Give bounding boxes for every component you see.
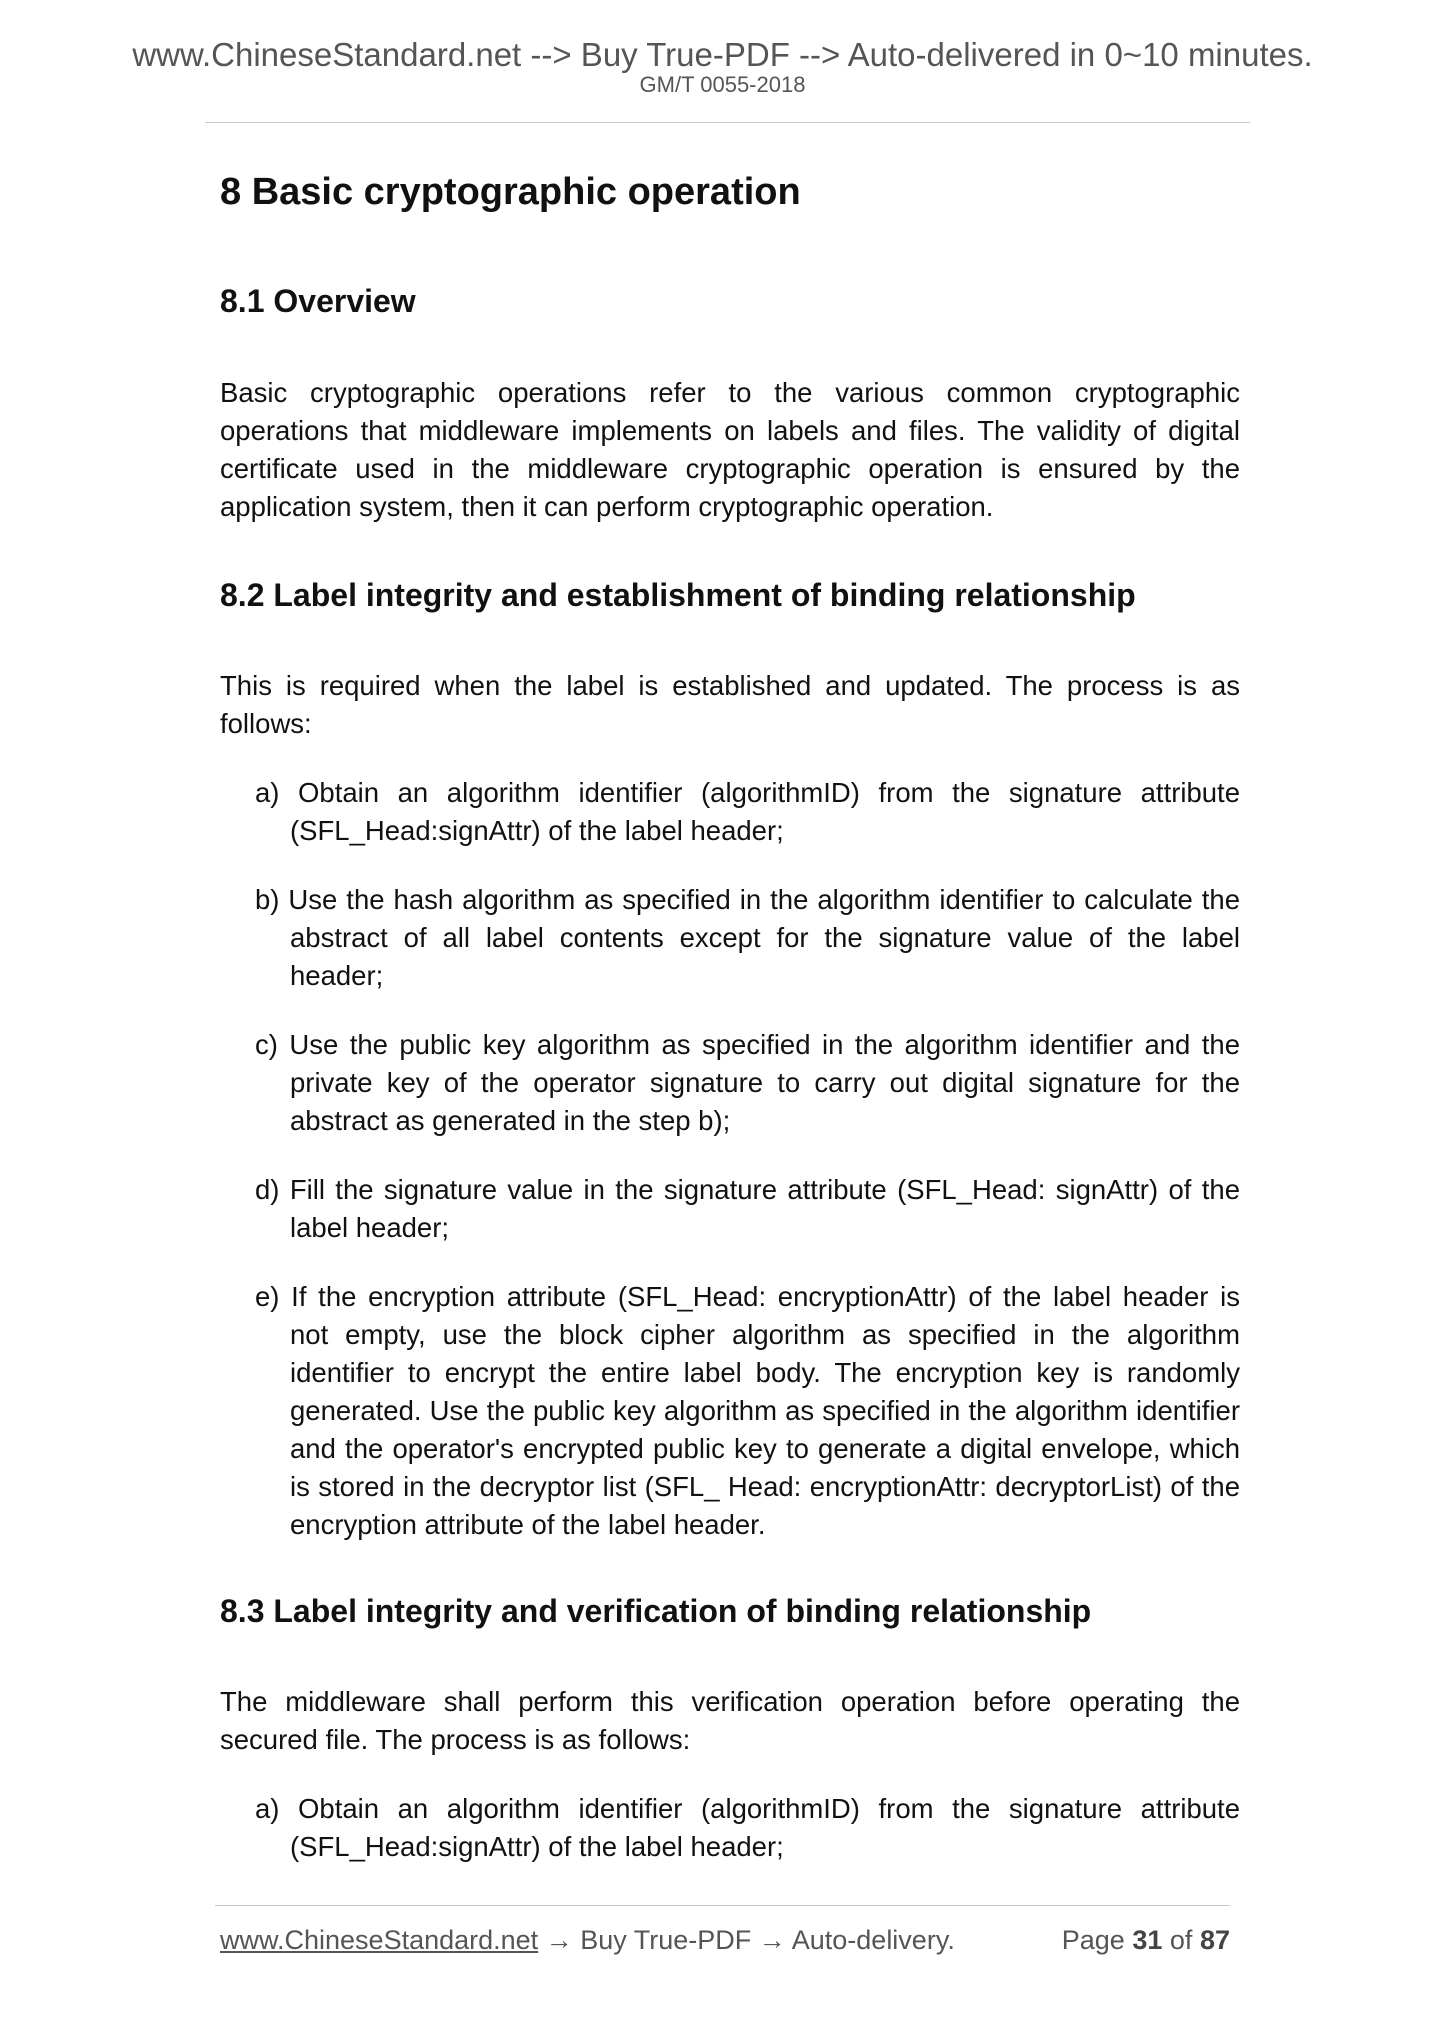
page-indicator (1062, 1924, 1230, 1956)
section-8-2-item-b: b) Use the hash algorithm as specified in the algorithm identifier to calculate the abstract of all label contents except for the signature value of the label header; (255, 884, 1240, 991)
section-8-2-item-c: c) Use the public key algorithm as specified in the algorithm identifier and the private key of the operator signature to carry out digital signature for the abstract as generated in the step b); (255, 1029, 1240, 1136)
section-8-1-paragraph: Basic cryptographic operations refer to the various common cryptographic operations that middleware implements on labels and files. The validity of digital certificate used in the middleware cryptographic operation is ensured by the application system, then it can perform cryptographic operation. (220, 377, 1240, 522)
footer-site-link[interactable]: www.ChineseStandard.net (220, 1925, 539, 1955)
top-banner: www.ChineseStandard.net --> Buy True-PDF --> Auto-delivered in 0~10 minutes. (132, 36, 1313, 73)
current-page-number: 31 (1132, 1925, 1163, 1955)
section-8-2-intro: This is required when the label is established and updated. The process is as follows: (220, 670, 1240, 739)
section-8-heading: 8 Basic cryptographic operation (220, 171, 801, 213)
of-label: of (1169, 1925, 1193, 1955)
section-8-1-heading: 8.1 Overview (220, 283, 416, 319)
document-code: GM/T 0055-2018 (639, 72, 806, 97)
section-8-3-item-a: a) Obtain an algorithm identifier (algorithmID) from the signature attribute (SFL_Head:signAttr) of the label header; (255, 1793, 1240, 1862)
section-8-2-item-d: d) Fill the signature value in the signature attribute (SFL_Head: signAttr) of the label header; (255, 1174, 1240, 1243)
section-8-2-item-e: e) If the encryption attribute (SFL_Head: encryptionAttr) of the label header is not empty, use the block cipher algorithm as specified in the algorithm identifier to encrypt the entire label body. The encryption key is randomly generated. Use the public key algorithm as specified in the algorithm identifier and the operator's encrypted public key to generate a digital envelope, which is stored in the decryptor list (SFL_ Head: encryptionAttr: decryptorList) of the encryption attribute of the label header. (255, 1281, 1240, 1540)
footer-divider (215, 1905, 1230, 1906)
section-8-3-intro: The middleware shall perform this verification operation before operating the secured file. The process is as follows: (220, 1686, 1240, 1755)
header-divider (205, 122, 1250, 123)
page-label: Page (1061, 1925, 1125, 1955)
section-8-3-heading: 8.3 Label integrity and verification of binding relationship (220, 1593, 1092, 1629)
footer-left-text (220, 1924, 955, 1956)
section-8-2-item-a: a) Obtain an algorithm identifier (algorithmID) from the signature attribute (SFL_Head:signAttr) of the label header; (255, 777, 1240, 846)
footer-tagline: → Buy True-PDF → Auto-delivery. (538, 1925, 955, 1955)
total-pages-number: 87 (1199, 1925, 1230, 1955)
section-8-2-heading: 8.2 Label integrity and establishment of binding relationship (220, 577, 1136, 613)
